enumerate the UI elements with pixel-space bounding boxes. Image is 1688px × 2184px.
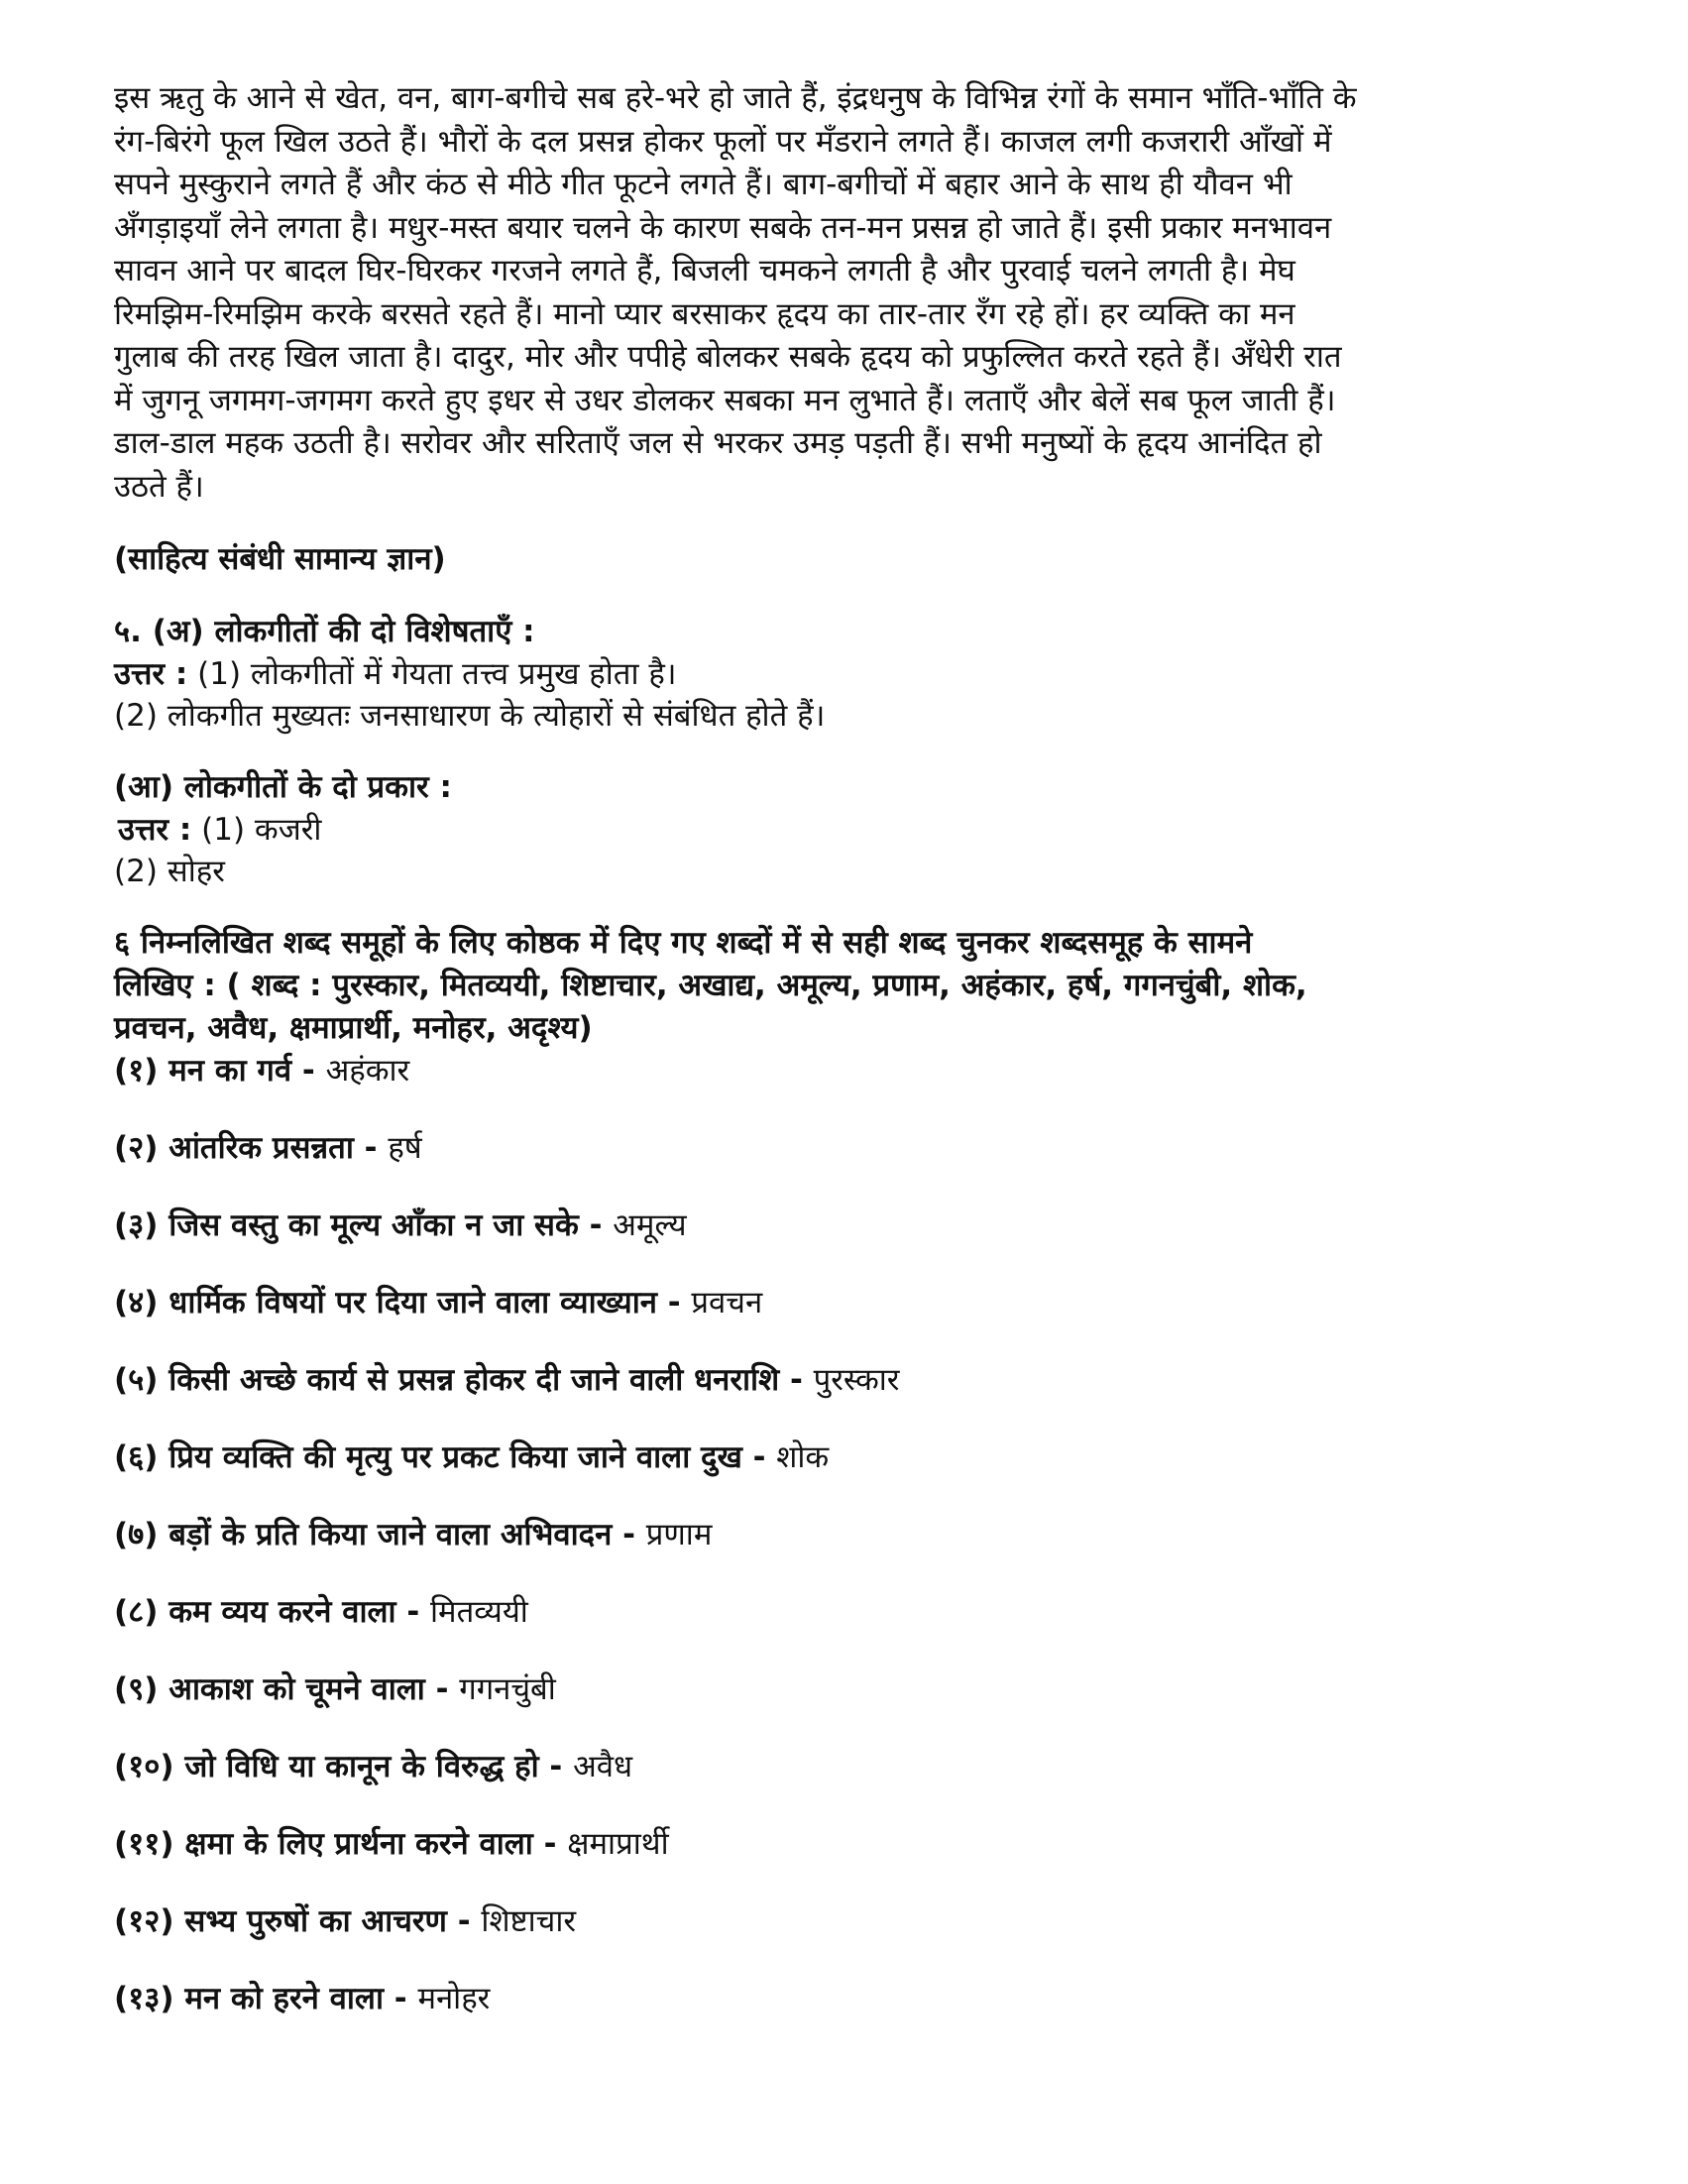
item-answer: पुरस्कार bbox=[813, 1362, 900, 1398]
question-instruction-line: ६ निम्नलिखित शब्द समूहों के लिए कोष्ठक में दिए गए शब्दों में से सही शब्द चुनकर शब्दसमूह के सामने bbox=[114, 925, 1253, 961]
item-separator: - bbox=[538, 1749, 574, 1784]
passage-line: डाल-डाल महक उठती है। सरोवर और सरिताएँ जल से भरकर उमड़ पड़ती हैं। सभी मनुष्यों के हृदय आनंदित हो bbox=[114, 425, 1322, 461]
item-separator: - bbox=[383, 1981, 418, 2016]
passage-line: सावन आने पर बादल घिर-घिरकर गरजने लगते हैं, बिजली चमकने लगती है और पुरवाई चलने लगती है। मेघ bbox=[114, 253, 1295, 288]
list-item bbox=[114, 1746, 1571, 1787]
list-item bbox=[114, 1900, 1571, 1942]
item-answer: प्रणाम bbox=[645, 1517, 713, 1552]
list-item bbox=[114, 1282, 1571, 1323]
cut-off-text bbox=[114, 2146, 372, 2154]
question-heading: (आ) लोकगीतों के दो प्रकार : bbox=[114, 769, 452, 805]
item-separator: - bbox=[424, 1671, 460, 1707]
passage bbox=[114, 77, 1571, 509]
item-separator: - bbox=[656, 1285, 692, 1321]
item-answer: क्षमाप्रार्थी bbox=[567, 1826, 669, 1862]
item-separator: - bbox=[612, 1517, 646, 1552]
item-separator: - bbox=[779, 1362, 814, 1398]
item-phrase: (७) बड़ों के प्रति किया जाने वाला अभिवादन bbox=[114, 1517, 613, 1552]
answer-text: (1) लोकगीतों में गेयता तत्त्व प्रमुख होता है। bbox=[197, 656, 677, 692]
item-phrase: (९) आकाश को चूमने वाला bbox=[114, 1671, 425, 1707]
item-separator: - bbox=[395, 1594, 430, 1630]
item-phrase: (१२) सभ्य पुरुषों का आचरण bbox=[114, 1903, 447, 1939]
item-phrase: (५) किसी अच्छे कार्य से प्रसन्न होकर दी जाने वाली धनराशि bbox=[114, 1362, 780, 1398]
list-item bbox=[114, 1437, 1571, 1478]
item-phrase: (३) जिस वस्तु का मूल्य आँका न जा सके bbox=[114, 1207, 579, 1243]
item-answer: अवैध bbox=[573, 1749, 633, 1784]
word-list bbox=[114, 1050, 1571, 2019]
item-phrase: (१३) मन को हरने वाला bbox=[114, 1981, 384, 2016]
document-page bbox=[114, 77, 1571, 2055]
answer-line: (2) सोहर bbox=[114, 854, 225, 889]
item-separator: - bbox=[291, 1053, 326, 1089]
item-separator: - bbox=[446, 1903, 482, 1939]
item-answer: हर्ष bbox=[388, 1130, 422, 1166]
item-phrase: (४) धार्मिक विषयों पर दिया जाने वाला व्याख्यान bbox=[114, 1285, 657, 1321]
item-phrase: (८) कम व्यय करने वाला bbox=[114, 1594, 396, 1630]
item-separator: - bbox=[353, 1130, 389, 1166]
list-item bbox=[114, 1591, 1571, 1633]
question-heading: ५. (अ) लोकगीतों की दो विशेषताएँ : bbox=[114, 614, 535, 649]
answer-label: उत्तर : bbox=[118, 812, 192, 848]
item-phrase: (२) आंतरिक प्रसन्नता bbox=[114, 1130, 354, 1166]
passage-line: में जुगनू जगमग-जगमग करते हुए इधर से उधर डोलकर सबका मन लुभाते हैं। लताएँ और बेलें सब फूल जाती हैं। bbox=[114, 382, 1336, 418]
question-5b bbox=[114, 766, 1571, 892]
list-item bbox=[114, 1359, 1571, 1401]
answer-line: (2) लोकगीत मुख्यतः जनसाधारण के त्योहारों से संबंधित होते हैं। bbox=[114, 698, 826, 734]
list-item bbox=[114, 1978, 1571, 2019]
answer-text: (1) कजरी bbox=[201, 812, 322, 848]
passage-line: सपने मुस्कुराने लगते हैं और कंठ से मीठे गीत फूटने लगते हैं। बाग-बगीचों में बहार आने के साथ ही यौवन भी bbox=[114, 167, 1293, 202]
question-6 bbox=[114, 922, 1571, 2019]
item-answer: अमूल्य bbox=[613, 1207, 687, 1243]
item-separator: - bbox=[741, 1439, 777, 1475]
section-title: (साहित्य संबंधी सामान्य ज्ञान) bbox=[114, 541, 446, 577]
item-answer: शिष्टाचार bbox=[481, 1903, 577, 1939]
passage-line: रिमझिम-रिमझिम करके बरसते रहते हैं। मानो प्यार बरसाकर हृदय का तार-तार रँग रहे हों। हर व्यक्ति का मन bbox=[114, 295, 1295, 332]
item-answer: शोक bbox=[776, 1439, 830, 1475]
list-item bbox=[114, 1668, 1571, 1710]
list-item bbox=[114, 1050, 1571, 1092]
item-separator: - bbox=[532, 1826, 568, 1862]
list-item bbox=[114, 1127, 1571, 1169]
passage-line: अँगड़ाइयाँ लेने लगता है। मधुर-मस्त बयार चलने के कारण सबके तन-मन प्रसन्न हो जाते हैं। इसी प्रकार मनभावन bbox=[114, 209, 1332, 246]
item-answer: मितव्ययी bbox=[430, 1594, 528, 1630]
answer-label: उत्तर : bbox=[114, 656, 188, 692]
answer-line bbox=[114, 809, 1571, 851]
list-item bbox=[114, 1514, 1571, 1555]
item-phrase: (१) मन का गर्व bbox=[114, 1053, 292, 1089]
passage-line: इस ऋतु के आने से खेत, वन, बाग-बगीचे सब हरे-भरे हो जाते हैं, इंद्रधनुष के विभिन्न रंगों के समान भाँति-भाँति के bbox=[114, 80, 1357, 116]
item-phrase: (१०) जो विधि या कानून के विरुद्ध हो bbox=[114, 1749, 539, 1784]
question-5a bbox=[114, 611, 1571, 737]
item-answer: मनोहर bbox=[417, 1981, 491, 2016]
item-separator: - bbox=[578, 1207, 614, 1243]
list-item bbox=[114, 1205, 1571, 1246]
item-phrase: (११) क्षमा के लिए प्रार्थना करने वाला bbox=[114, 1826, 533, 1862]
question-instruction-line: लिखिए : ( शब्द : पुरस्कार, मितव्ययी, शिष्टाचार, अखाद्य, अमूल्य, प्रणाम, अहंकार, हर्ष, गगनचुंबी, शोक, bbox=[114, 968, 1307, 1003]
passage-line: उठते हैं। bbox=[114, 468, 204, 505]
passage-line: गुलाब की तरह खिल जाता है। दादुर, मोर और पपीहे बोलकर सबके हृदय को प्रफुल्लित करते रहते हैं। अँधेरी रात bbox=[114, 339, 1342, 375]
passage-line: रंग-बिरंगे फूल खिल उठते हैं। भौरों के दल प्रसन्न होकर फूलों पर मँडराने लगते हैं। काजल लगी कजरारी आँखों में bbox=[114, 123, 1332, 160]
list-item bbox=[114, 1823, 1571, 1865]
question-instruction-line: प्रवचन, अवैध, क्षमाप्रार्थी, मनोहर, अदृश्य) bbox=[114, 1010, 593, 1046]
item-answer: गगनचुंबी bbox=[459, 1671, 556, 1707]
answer-line bbox=[114, 653, 1571, 695]
item-answer: प्रवचन bbox=[691, 1285, 763, 1321]
item-phrase: (६) प्रिय व्यक्ति की मृत्यु पर प्रकट किया जाने वाला दुख bbox=[114, 1439, 742, 1475]
item-answer: अहंकार bbox=[325, 1053, 410, 1089]
